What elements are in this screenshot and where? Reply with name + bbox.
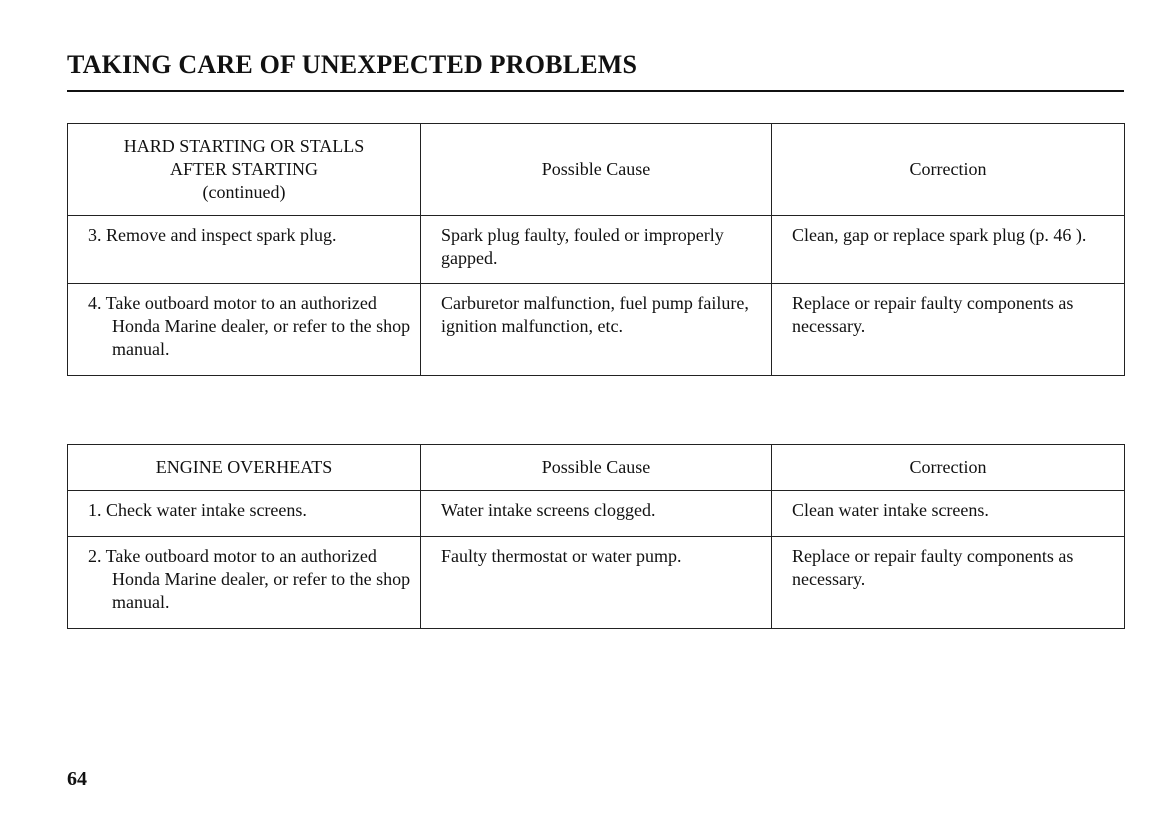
correction-cell: Clean water intake screens. — [772, 491, 1125, 537]
hard-starting-table — [67, 123, 1125, 376]
symptom-line: (continued) — [202, 182, 286, 202]
correction-cell: Clean, gap or replace spark plug (p. 46 ). — [772, 216, 1125, 284]
check-cell — [68, 216, 421, 284]
table-row — [68, 491, 1125, 537]
check-text: 1. Check water intake screens. — [88, 500, 307, 520]
symptom-header: ENGINE OVERHEATS — [68, 445, 421, 491]
cause-header: Possible Cause — [421, 124, 772, 216]
title-rule — [67, 90, 1124, 92]
correction-cell: Replace or repair faulty components as necessary. — [772, 537, 1125, 629]
table-header-row — [68, 445, 1125, 491]
symptom-line: HARD STARTING OR STALLS — [123, 136, 365, 156]
check-text: 3. Remove and inspect spark plug. — [88, 225, 337, 245]
check-text: 4. Take outboard motor to an authorized Honda Marine dealer, or refer to the shop manual. — [88, 293, 411, 359]
cause-cell: Spark plug faulty, fouled or improperly gapped. — [421, 216, 772, 284]
check-text: 2. Take outboard motor to an authorized Honda Marine dealer, or refer to the shop manual. — [88, 546, 411, 612]
symptom-line: AFTER STARTING — [170, 159, 318, 179]
table-row — [68, 216, 1125, 284]
cause-cell: Faulty thermostat or water pump. — [421, 537, 772, 629]
page-number: 64 — [67, 768, 87, 790]
correction-header: Correction — [772, 124, 1125, 216]
correction-cell: Replace or repair faulty components as necessary. — [772, 284, 1125, 376]
engine-overheats-table — [67, 444, 1125, 629]
check-cell — [68, 284, 421, 376]
symptom-header — [68, 124, 421, 216]
cause-cell: Water intake screens clogged. — [421, 491, 772, 537]
table-row — [68, 537, 1125, 629]
page-title: TAKING CARE OF UNEXPECTED PROBLEMS — [67, 50, 638, 79]
table-header-row — [68, 124, 1125, 216]
check-cell — [68, 491, 421, 537]
cause-header: Possible Cause — [421, 445, 772, 491]
table-row — [68, 284, 1125, 376]
correction-header: Correction — [772, 445, 1125, 491]
check-cell — [68, 537, 421, 629]
cause-cell: Carburetor malfunction, fuel pump failure, ignition malfunction, etc. — [421, 284, 772, 376]
